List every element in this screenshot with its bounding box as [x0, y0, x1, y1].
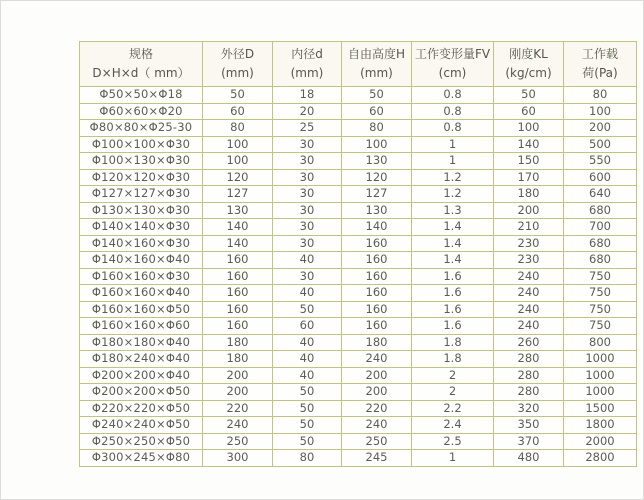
- spec-table: [79, 41, 637, 467]
- table-row: [80, 400, 637, 417]
- value-cell: 50: [273, 417, 342, 434]
- value-cell: 680: [564, 252, 637, 269]
- spec-cell: Φ160×160×Φ30: [80, 268, 203, 285]
- value-cell: 30: [273, 169, 342, 186]
- column-header-4: [412, 42, 494, 87]
- value-cell: 1.2: [412, 186, 494, 203]
- column-header-3: [342, 42, 412, 87]
- spec-cell: Φ200×200×Φ40: [80, 367, 203, 384]
- table-row: [80, 169, 637, 186]
- column-unit: (mm): [360, 66, 393, 80]
- value-cell: 680: [564, 235, 637, 252]
- value-cell: 180: [494, 186, 564, 203]
- value-cell: 140: [494, 136, 564, 153]
- value-cell: 240: [494, 268, 564, 285]
- value-cell: 750: [564, 301, 637, 318]
- value-cell: 160: [203, 252, 273, 269]
- spec-cell: Φ130×130×Φ30: [80, 202, 203, 219]
- value-cell: 25: [273, 120, 342, 137]
- value-cell: 280: [494, 351, 564, 368]
- value-cell: 80: [203, 120, 273, 137]
- spec-cell: Φ50×50×Φ18: [80, 87, 203, 104]
- table-row: [80, 285, 637, 302]
- table-row: [80, 153, 637, 170]
- value-cell: 240: [342, 417, 412, 434]
- table-row: [80, 268, 637, 285]
- table-row: [80, 318, 637, 335]
- value-cell: 50: [203, 87, 273, 104]
- value-cell: 40: [273, 285, 342, 302]
- column-header-5: [494, 42, 564, 87]
- value-cell: 280: [494, 367, 564, 384]
- value-cell: 130: [203, 202, 273, 219]
- value-cell: 127: [203, 186, 273, 203]
- value-cell: 230: [494, 252, 564, 269]
- value-cell: 150: [494, 153, 564, 170]
- value-cell: 1.3: [412, 202, 494, 219]
- value-cell: 800: [564, 334, 637, 351]
- spec-cell: Φ220×220×Φ50: [80, 400, 203, 417]
- value-cell: 160: [203, 318, 273, 335]
- column-title: 工作载: [581, 47, 618, 61]
- value-cell: 1000: [564, 384, 637, 401]
- value-cell: 2000: [564, 433, 637, 450]
- value-cell: 700: [564, 219, 637, 236]
- value-cell: 200: [564, 120, 637, 137]
- table-row: [80, 120, 637, 137]
- column-title: 自由高度H: [347, 47, 406, 61]
- value-cell: 240: [203, 417, 273, 434]
- value-cell: 640: [564, 186, 637, 203]
- value-cell: 750: [564, 285, 637, 302]
- value-cell: 30: [273, 268, 342, 285]
- value-cell: 50: [273, 433, 342, 450]
- column-unit: D×H×d（ mm）: [92, 66, 190, 80]
- value-cell: 160: [203, 285, 273, 302]
- value-cell: 1000: [564, 367, 637, 384]
- table-row: [80, 103, 637, 120]
- table-row: [80, 301, 637, 318]
- value-cell: 160: [203, 301, 273, 318]
- value-cell: 1.6: [412, 318, 494, 335]
- value-cell: 1800: [564, 417, 637, 434]
- value-cell: 140: [203, 235, 273, 252]
- spec-table-header: [80, 42, 637, 87]
- value-cell: 50: [342, 87, 412, 104]
- value-cell: 80: [564, 87, 637, 104]
- value-cell: 1: [412, 153, 494, 170]
- value-cell: 30: [273, 235, 342, 252]
- value-cell: 2.2: [412, 400, 494, 417]
- value-cell: 480: [494, 450, 564, 467]
- value-cell: 30: [273, 202, 342, 219]
- column-unit: (kg/cm): [505, 66, 552, 80]
- value-cell: 60: [203, 103, 273, 120]
- table-row: [80, 252, 637, 269]
- column-header-2: [273, 42, 342, 87]
- value-cell: 80: [273, 450, 342, 467]
- value-cell: 600: [564, 169, 637, 186]
- table-row: [80, 417, 637, 434]
- spec-cell: Φ300×245×Φ80: [80, 450, 203, 467]
- value-cell: 750: [564, 268, 637, 285]
- value-cell: 120: [203, 169, 273, 186]
- value-cell: 0.8: [412, 87, 494, 104]
- value-cell: 18: [273, 87, 342, 104]
- value-cell: 30: [273, 153, 342, 170]
- value-cell: 60: [494, 103, 564, 120]
- value-cell: 40: [273, 252, 342, 269]
- value-cell: 300: [203, 450, 273, 467]
- column-unit: 荷(Pa): [582, 66, 618, 80]
- spec-cell: Φ160×160×Φ50: [80, 301, 203, 318]
- value-cell: 260: [494, 334, 564, 351]
- spec-table-body: [80, 87, 637, 467]
- column-header-0: [80, 42, 203, 87]
- column-header-6: [564, 42, 637, 87]
- value-cell: 160: [342, 268, 412, 285]
- spec-cell: Φ160×160×Φ60: [80, 318, 203, 335]
- value-cell: 280: [494, 384, 564, 401]
- column-unit: (mm): [290, 66, 324, 80]
- value-cell: 1.4: [412, 219, 494, 236]
- value-cell: 100: [494, 120, 564, 137]
- value-cell: 130: [342, 153, 412, 170]
- table-row: [80, 202, 637, 219]
- value-cell: 1500: [564, 400, 637, 417]
- value-cell: 250: [203, 433, 273, 450]
- value-cell: 350: [494, 417, 564, 434]
- value-cell: 370: [494, 433, 564, 450]
- value-cell: 50: [494, 87, 564, 104]
- value-cell: 127: [342, 186, 412, 203]
- value-cell: 1.4: [412, 235, 494, 252]
- value-cell: 2.4: [412, 417, 494, 434]
- value-cell: 550: [564, 153, 637, 170]
- column-title: 规格: [128, 47, 153, 61]
- table-row: [80, 450, 637, 467]
- value-cell: 750: [564, 318, 637, 335]
- column-title: 外径D: [220, 47, 255, 61]
- value-cell: 80: [342, 120, 412, 137]
- value-cell: 20: [273, 103, 342, 120]
- value-cell: 200: [203, 367, 273, 384]
- spec-cell: Φ120×120×Φ30: [80, 169, 203, 186]
- table-row: [80, 367, 637, 384]
- spec-cell: Φ160×160×Φ40: [80, 285, 203, 302]
- value-cell: 140: [342, 219, 412, 236]
- value-cell: 40: [273, 351, 342, 368]
- spec-cell: Φ60×60×Φ20: [80, 103, 203, 120]
- spec-cell: Φ180×180×Φ40: [80, 334, 203, 351]
- spec-cell: Φ180×240×Φ40: [80, 351, 203, 368]
- value-cell: 320: [494, 400, 564, 417]
- table-row: [80, 186, 637, 203]
- value-cell: 1.8: [412, 351, 494, 368]
- column-title: 工作变形量FV: [414, 47, 491, 61]
- value-cell: 50: [273, 384, 342, 401]
- table-row: [80, 334, 637, 351]
- value-cell: 160: [342, 252, 412, 269]
- spec-cell: Φ127×127×Φ30: [80, 186, 203, 203]
- value-cell: 1.8: [412, 334, 494, 351]
- value-cell: 1.4: [412, 252, 494, 269]
- value-cell: 220: [342, 400, 412, 417]
- value-cell: 180: [203, 334, 273, 351]
- value-cell: 240: [494, 301, 564, 318]
- value-cell: 50: [273, 400, 342, 417]
- spec-cell: Φ200×200×Φ50: [80, 384, 203, 401]
- spec-cell: Φ140×140×Φ30: [80, 219, 203, 236]
- spec-cell: Φ240×240×Φ50: [80, 417, 203, 434]
- value-cell: 160: [342, 235, 412, 252]
- value-cell: 160: [203, 268, 273, 285]
- value-cell: 220: [203, 400, 273, 417]
- value-cell: 210: [494, 219, 564, 236]
- value-cell: 160: [342, 318, 412, 335]
- value-cell: 2800: [564, 450, 637, 467]
- value-cell: 1.6: [412, 285, 494, 302]
- value-cell: 40: [273, 334, 342, 351]
- value-cell: 60: [342, 103, 412, 120]
- table-row: [80, 433, 637, 450]
- value-cell: 180: [203, 351, 273, 368]
- table-row: [80, 136, 637, 153]
- value-cell: 180: [342, 334, 412, 351]
- value-cell: 240: [494, 285, 564, 302]
- value-cell: 100: [564, 103, 637, 120]
- table-row: [80, 87, 637, 104]
- spec-cell: Φ250×250×Φ50: [80, 433, 203, 450]
- value-cell: 50: [273, 301, 342, 318]
- value-cell: 40: [273, 367, 342, 384]
- value-cell: 240: [494, 318, 564, 335]
- value-cell: 100: [203, 153, 273, 170]
- value-cell: 230: [494, 235, 564, 252]
- value-cell: 30: [273, 136, 342, 153]
- value-cell: 245: [342, 450, 412, 467]
- value-cell: 200: [342, 367, 412, 384]
- value-cell: 120: [342, 169, 412, 186]
- value-cell: 1000: [564, 351, 637, 368]
- value-cell: 2: [412, 384, 494, 401]
- spec-cell: Φ140×160×Φ40: [80, 252, 203, 269]
- value-cell: 500: [564, 136, 637, 153]
- value-cell: 240: [342, 351, 412, 368]
- column-header-1: [203, 42, 273, 87]
- spec-cell: Φ100×130×Φ30: [80, 153, 203, 170]
- value-cell: 60: [273, 318, 342, 335]
- table-row: [80, 384, 637, 401]
- value-cell: 1.6: [412, 301, 494, 318]
- value-cell: 200: [203, 384, 273, 401]
- value-cell: 200: [342, 384, 412, 401]
- value-cell: 30: [273, 219, 342, 236]
- value-cell: 140: [203, 219, 273, 236]
- column-title: 内径d: [291, 47, 323, 61]
- column-unit: (mm): [221, 66, 254, 80]
- value-cell: 1: [412, 450, 494, 467]
- value-cell: 2.5: [412, 433, 494, 450]
- value-cell: 250: [342, 433, 412, 450]
- value-cell: 30: [273, 186, 342, 203]
- value-cell: 2: [412, 367, 494, 384]
- value-cell: 0.8: [412, 103, 494, 120]
- table-row: [80, 351, 637, 368]
- value-cell: 0.8: [412, 120, 494, 137]
- value-cell: 1: [412, 136, 494, 153]
- column-title: 刚度KL: [509, 47, 548, 61]
- value-cell: 1.6: [412, 268, 494, 285]
- column-unit: (cm): [438, 66, 467, 80]
- value-cell: 1.2: [412, 169, 494, 186]
- spec-cell: Φ140×160×Φ30: [80, 235, 203, 252]
- value-cell: 200: [494, 202, 564, 219]
- table-row: [80, 235, 637, 252]
- spec-cell: Φ80×80×Φ25-30: [80, 120, 203, 137]
- table-row: [80, 219, 637, 236]
- value-cell: 160: [342, 301, 412, 318]
- value-cell: 680: [564, 202, 637, 219]
- spec-cell: Φ100×100×Φ30: [80, 136, 203, 153]
- header-row: [80, 42, 637, 87]
- value-cell: 130: [342, 202, 412, 219]
- value-cell: 170: [494, 169, 564, 186]
- value-cell: 160: [342, 285, 412, 302]
- value-cell: 100: [342, 136, 412, 153]
- value-cell: 100: [203, 136, 273, 153]
